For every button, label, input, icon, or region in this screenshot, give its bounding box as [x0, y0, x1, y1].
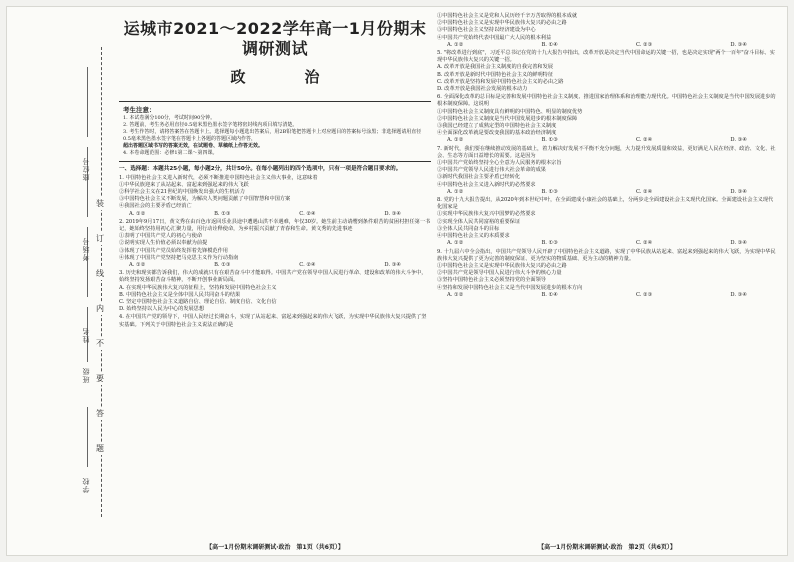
question-stem: 7. 新时代，我们要在继续推动发展的基础上，着力解决好发展不平衡不充分问题，大力提升发展质量和效益，更好满足人民在经济、政治、文化、社会、生态等方面日益增长的需要。这是因为 [437, 145, 776, 159]
question-option: A. 改革开放是我国社会主义制度的自我完善和发展 [437, 64, 553, 71]
question-option: D. 改革开放是我国社会发展的根本动力 [437, 86, 528, 93]
answer-choice: A. ①② [447, 240, 464, 247]
question-option: ②实现全体人民共同富裕的重要保证 [437, 218, 521, 225]
question-option: D. 始终坚持以人民为中心的发展思想 [119, 306, 205, 313]
answer-choice: D. ③④ [384, 262, 401, 269]
question-6 [437, 94, 777, 144]
answer-choice: D. ③④ [730, 137, 747, 144]
question-option: A. 在实现中华民族伟大复兴的征程上，坚持和发展中国特色社会主义 [119, 284, 277, 291]
question-option: ④中国共产党始终代表中国最广大人民的根本利益 [437, 34, 552, 41]
binding-label-school: 学校 [82, 477, 90, 493]
question-option: ①中国特色社会主义是党和人民历经千辛万苦取得的根本成就 [437, 13, 578, 19]
question-option: ①表明了中国共产党人的初心与使命 [119, 233, 203, 240]
question-option: ①中国特色社会主义制度具有鲜明的中国特色、明显的制度优势 [437, 108, 583, 115]
answer-choices [119, 262, 431, 269]
cut-char: 不 [96, 339, 104, 348]
question-option: ③中国特色社会主义坚持以经济建设为中心 [437, 27, 536, 34]
answer-choice: A. ①② [447, 188, 464, 195]
question-option: ①实现中华民族伟大复兴中国梦的必然要求 [437, 211, 536, 218]
cut-char: 答 [96, 409, 104, 418]
answer-choice: A. ①② [129, 210, 146, 217]
answer-choice: B. ①④ [541, 41, 558, 48]
notice-line: 4. 本卷命题范围：必修1第二课～第四课。 [123, 150, 218, 156]
question-option: ②中国共产党领导人民进行伟大社会革命的成果 [437, 167, 546, 174]
question-9 [437, 249, 777, 299]
question-stem: 8. 党的十九大报告提出，从2020年到本世纪中叶，在全面建成小康社会的基础上，分两步走全面建设社会主义现代化国家。全面建设社会主义现代化国家是 [437, 197, 774, 211]
answer-choice: D. ③④ [730, 291, 747, 298]
binding-label-name: 姓名 [82, 327, 90, 343]
answer-choices [437, 240, 777, 247]
question-option: ②科学社会主义在21世纪的中国焕发出强大的生机活力 [119, 189, 245, 195]
question-7 [437, 146, 777, 196]
question-option: ①中国特色社会主义是实现中华民族伟大复兴的必由之路 [437, 262, 567, 269]
cut-char: 线 [96, 269, 104, 278]
question-option: ④全面深化改革就是要改变我国的基本政治经济制度 [437, 130, 557, 137]
answer-choices [119, 211, 431, 218]
question-3 [119, 270, 431, 313]
notice-bold-line: 超出答题区域书写的答案无效，在试题卷、草稿纸上作答无效。 [123, 143, 264, 149]
question-option: ④中国特色社会主义进入新时代的必然要求 [437, 181, 536, 188]
answer-choice: C. ②④ [635, 188, 653, 195]
answer-choice: D. ③④ [730, 41, 747, 48]
question-option: ④我国社会的主要矛盾已经消亡 [119, 203, 192, 210]
question-option: ③坚持中国特色社会主义必须坚持党的全面领导 [437, 277, 546, 284]
page-footer-left: 【高一1月份期末调研测试·政治 第1页（共6页）】 [206, 543, 344, 551]
question-option: ④坚持和发展中国特色社会主义是当代中国发展进步的根本方向 [437, 284, 583, 291]
answer-choices [437, 137, 777, 144]
exam-notice [119, 101, 431, 162]
left-page [119, 7, 431, 557]
answer-choice: B. ①④ [541, 291, 558, 298]
question-4 [119, 314, 431, 328]
question-option: ③新时代我国社会主要矛盾已经转化 [437, 174, 521, 181]
section-heading: 一、选择题：本题共25小题，每小题2分，共计50分。在每小题列出的四个选项中，只有一项是符合题目要求的。 [119, 166, 402, 172]
answer-choice: D. ③④ [730, 240, 747, 247]
cut-char: 要 [96, 374, 104, 383]
notice-line: 3. 考生作答时，请将答案答在答题卡上。选择题每小题选出答案后，用2B铅笔把答题卡上对应题目的答案标号涂黑；非选择题请用直径0.5毫米黑色墨水签字笔在答题卡上各题的答题区域内作答， [123, 129, 422, 142]
answer-choice: B. ①③ [541, 188, 558, 195]
notice-line: 2. 答题前，考生务必用直径0.5毫米黑色墨水签字笔将密封线内项目填写清楚。 [123, 122, 298, 128]
question-option: ②中国特色社会主义是实现中华民族伟大复兴的必由之路 [437, 20, 567, 27]
answer-choice: A. ①② [447, 291, 464, 298]
question-4-continued [437, 13, 777, 49]
question-stem: 2. 2019年9月17日，黄文秀在由百色市返回乐业县途中遭遇山洪不幸遇难，年仅30岁。她生前主动请缨到条件艰苦的贫困村担任第一书记，她始终坚持用初心汇聚力量，用行动诠释使命，为乡村振兴贡献了青春和生命。黄文秀的先进事迹 [119, 218, 431, 233]
question-option: B. 中国特色社会主义是全体中国人民共同奋斗的结果 [119, 291, 241, 298]
question-option: ③全体人民共同奋斗的目标 [437, 225, 500, 232]
question-option: ①中国共产党始终坚持全心全意为人民服务的根本宗旨 [437, 160, 562, 167]
question-stem: 4. 在中国共产党的领导下，中国人民经过长期奋斗，实现了从站起来、富起来到强起来的伟大飞跃，为实现中华民族伟大复兴提供了坚实基础。下列关于中国特色社会主义说法正确的是 [119, 314, 427, 328]
answer-choice: C. ②③ [635, 291, 653, 298]
cut-char: 订 [96, 234, 104, 243]
answer-choice: B. ①③ [541, 240, 558, 247]
binding-label-class: 班级 [82, 367, 90, 383]
answer-choice: A. ①② [447, 137, 464, 144]
right-page [437, 7, 777, 557]
question-option: ③中国特色社会主义不断发展，为解决人类问题贡献了中国智慧和中国方案 [119, 196, 291, 203]
question-option: ①中华民族迎来了从站起来、富起来到强起来的伟大飞跃 [119, 181, 249, 188]
question-8 [437, 197, 777, 247]
question-option: C. 坚定中国特色社会主义道路自信、理论自信、制度自信、文化自信 [119, 299, 277, 306]
question-option: C. 改革开放是坚持和发展中国特色社会主义的必由之路 [437, 78, 564, 85]
binding-label-exam-room: 考场号 [82, 237, 90, 261]
answer-choice: B. ①③ [214, 262, 231, 269]
question-1 [119, 175, 431, 218]
answer-choice: D. ③④ [384, 210, 401, 217]
question-stem: 1. 中国特色社会主义进入新时代，必须不断推进中国特色社会主义伟大事业，这意味着 [119, 174, 318, 181]
question-option: ④体现了中国共产党坚持把马克思主义作为行动指南 [119, 254, 239, 261]
notice-heading: 考生注意： [123, 106, 156, 114]
exam-sheet [6, 6, 788, 556]
answer-choice: C. ②④ [635, 137, 653, 144]
answer-choice: C. ②④ [299, 262, 316, 269]
question-option: B. 改革开放是新时代中国特色社会主义的鲜明特征 [437, 71, 554, 78]
answer-choices [437, 292, 777, 299]
answer-choice: C. ②④ [635, 240, 653, 247]
page-footer-right: 【高一1月份期末调研测试·政治 第2页（共6页）】 [538, 543, 676, 551]
question-stem: 3. 历史和现实都告诉我们，伟大的成就只有在艰苦奋斗中才能取得。中国共产党在领导中国人民进行革命、建设和改革的伟大斗争中，始终坚持发扬艰苦奋斗精神，不断开创事业新局面。 [119, 270, 427, 284]
answer-choice: D. ③④ [730, 188, 747, 195]
notice-line: 1. 本试卷满分100分，考试时间90分钟。 [123, 115, 216, 121]
question-2 [119, 219, 431, 269]
question-option: ③我国已经建立了成熟定型的中国特色社会主义制度 [437, 123, 557, 130]
question-option: ②中国特色社会主义制度是当代中国发展进步的根本制度保障 [437, 115, 578, 122]
answer-choice: C. ②③ [635, 41, 653, 48]
question-stem: 5. "将改革进行到底"，习近平总书记在党的十九大报告中指出，改革开放是决定当代中国命运的关键一招，也是决定实现"两个一百年"奋斗目标、实现中华民族伟大复兴的关键一招。 [437, 50, 775, 64]
question-option: ③体现了中国共产党员始终发挥着先锋模范作用 [119, 247, 228, 254]
answer-choice: A. ①② [447, 41, 464, 48]
question-option: ②中国共产党是领导中国人民进行伟大斗争的核心力量 [437, 270, 562, 277]
cut-char: 内 [96, 304, 104, 313]
question-option: ②说明实现人生价值必须以奉献为前提 [119, 240, 208, 247]
answer-choices [437, 189, 777, 196]
question-stem: 9. 十九届六中全会指出，中国共产党领导人民开辟了中国特色社会主义道路，实现了中华民族从站起来、富起来到强起来的伟大飞跃，为实现中华民族伟大复兴提供了更为完善的制度保证、更为坚实的物质基础、更为主动的精神力量。 [437, 248, 776, 262]
answer-choices [437, 42, 777, 49]
exam-subject: 政 治 [230, 68, 342, 86]
answer-choice: A. ①② [129, 262, 146, 269]
binding-label-seat: 座位号 [82, 157, 90, 181]
cut-char: 题 [96, 444, 104, 453]
question-option: ④中国特色社会主义的本质要求 [437, 233, 510, 240]
binding-margin [7, 7, 107, 557]
question-stem: 6. 全面深化改革的总目标是完善和发展中国特色社会主义制度、推进国家治理体系和治理能力现代化。中国特色社会主义制度是当代中国发展进步的根本制度保障。这说明 [437, 94, 776, 108]
answer-choice: C. ②④ [299, 210, 316, 217]
answer-choice: B. ①③ [541, 137, 558, 144]
question-5 [437, 50, 777, 93]
exam-title: 运城市2021～2022学年高一1月份期末调研测试 [123, 19, 427, 58]
cut-char: 装 [96, 199, 104, 208]
answer-choice: B. ①③ [214, 210, 231, 217]
